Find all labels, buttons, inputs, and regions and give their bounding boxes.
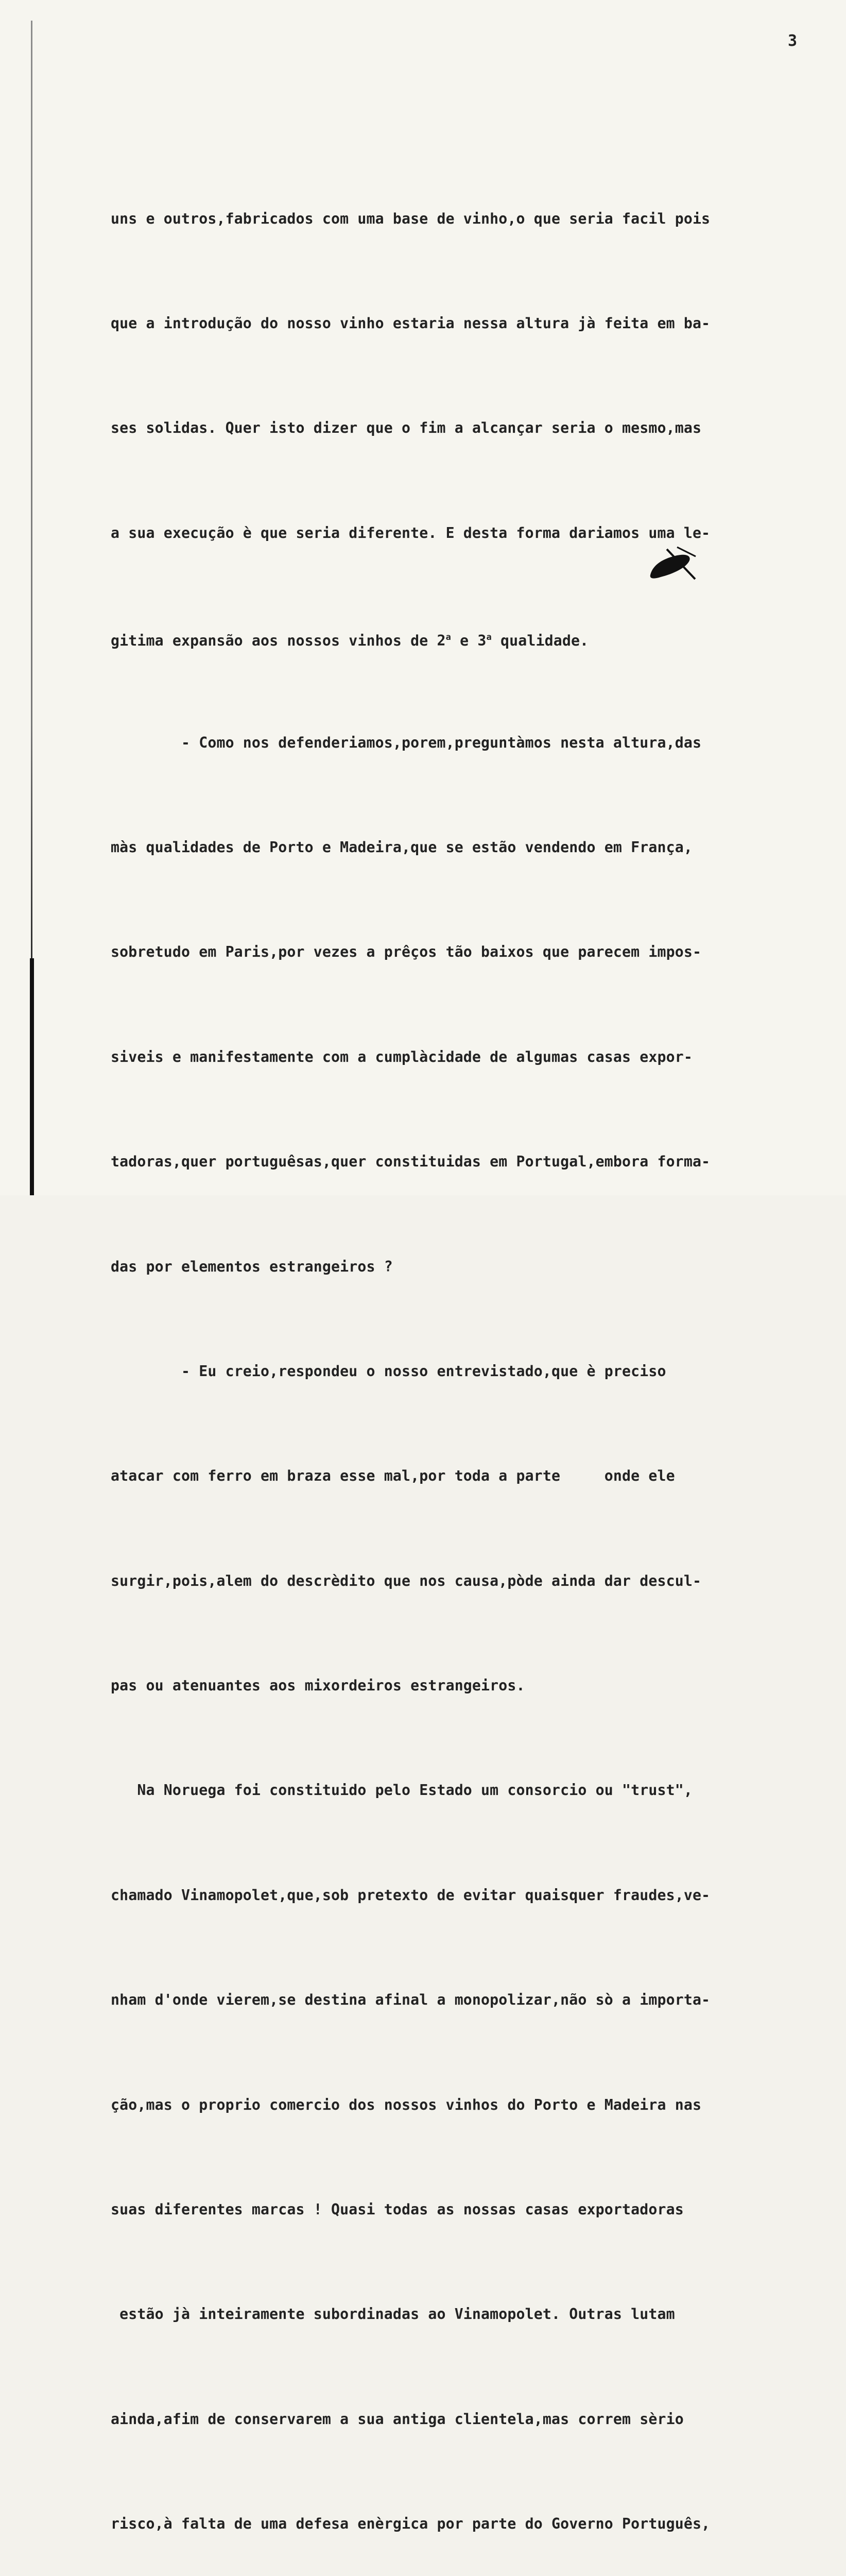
text-line: surgir,pois,alem do descrèdito que nos causa,pòde ainda dar descul-: [111, 1572, 702, 1589]
text-line: chamado Vinamopolet,que,sob pretexto de evitar quaisquer fraudes,ve-: [111, 1886, 711, 1904]
text-line: que a introdução do nosso vinho estaria nessa altura jà feita em ba-: [111, 314, 711, 332]
text-line: ainda,afim de conservarem a sua antiga clientela,mas correm sèrio: [111, 2410, 684, 2428]
text-line: Na Noruega foi constituido pelo Estado um consorcio ou "trust",: [111, 1782, 693, 1799]
text-line: - Como nos defenderiamos,porem,preguntàmos nesta altura,das: [111, 734, 702, 751]
text-line: siveis e manifestamente com a cumplàcidade de algumas casas expor-: [111, 1048, 693, 1065]
text-line: ses solidas. Quer isto dizer que o fim a alcançar seria o mesmo,mas: [111, 419, 702, 437]
text-line: das por elementos estrangeiros ?: [111, 1258, 393, 1275]
text-fragment: qualidade.: [491, 632, 589, 650]
text-line: a sua execução è que seria diferente. E desta forma dariamos uma le-: [111, 524, 711, 541]
text-line: sobretudo em Paris,por vezes a prêços tão baixos que parecem impos-: [111, 943, 702, 961]
ordinal-superscript: a: [486, 632, 492, 643]
typed-text-body: [111, 131, 821, 2576]
text-line: risco,à falta de uma defesa enèrgica por parte do Governo Português,: [111, 2515, 711, 2533]
ordinal-number: 2: [437, 632, 446, 650]
text-line: tadoras,quer portuguêsas,quer constituidas em Portugal,embora forma-: [111, 1153, 711, 1171]
text-line: suas diferentes marcas ! Quasi todas as nossas casas exportadoras: [111, 2201, 684, 2218]
text-line: pas ou atenuantes aos mixordeiros estrangeiros.: [111, 1677, 525, 1694]
text-line: ção,mas o proprio comercio dos nossos vinhos do Porto e Madeira nas: [111, 2096, 702, 2113]
text-line: [111, 620, 821, 655]
page-number: 3: [788, 32, 798, 50]
text-line: uns e outros,fabricados com uma base de vinho,o que seria facil pois: [111, 210, 711, 227]
text-line: atacar com ferro em braza esse mal,por toda a parte onde ele: [111, 1467, 675, 1485]
ordinal-superscript: a: [445, 632, 451, 643]
text-line: màs qualidades de Porto e Madeira,que se estão vendendo em França,: [111, 838, 693, 856]
text-fragment: e: [451, 632, 478, 650]
text-fragment: gitima expansão aos nossos vinhos de: [111, 632, 437, 650]
text-line: nham d'onde vierem,se destina afinal a monopolizar,não sò a importa-: [111, 1991, 711, 2009]
text-line: - Eu creio,respondeu o nosso entrevistado,que è preciso: [111, 1362, 666, 1380]
ordinal-number: 3: [477, 632, 487, 650]
text-line: estão jà inteiramente subordinadas ao Vinamopolet. Outras lutam: [111, 2306, 675, 2323]
page-edge-dark: [30, 958, 34, 1195]
